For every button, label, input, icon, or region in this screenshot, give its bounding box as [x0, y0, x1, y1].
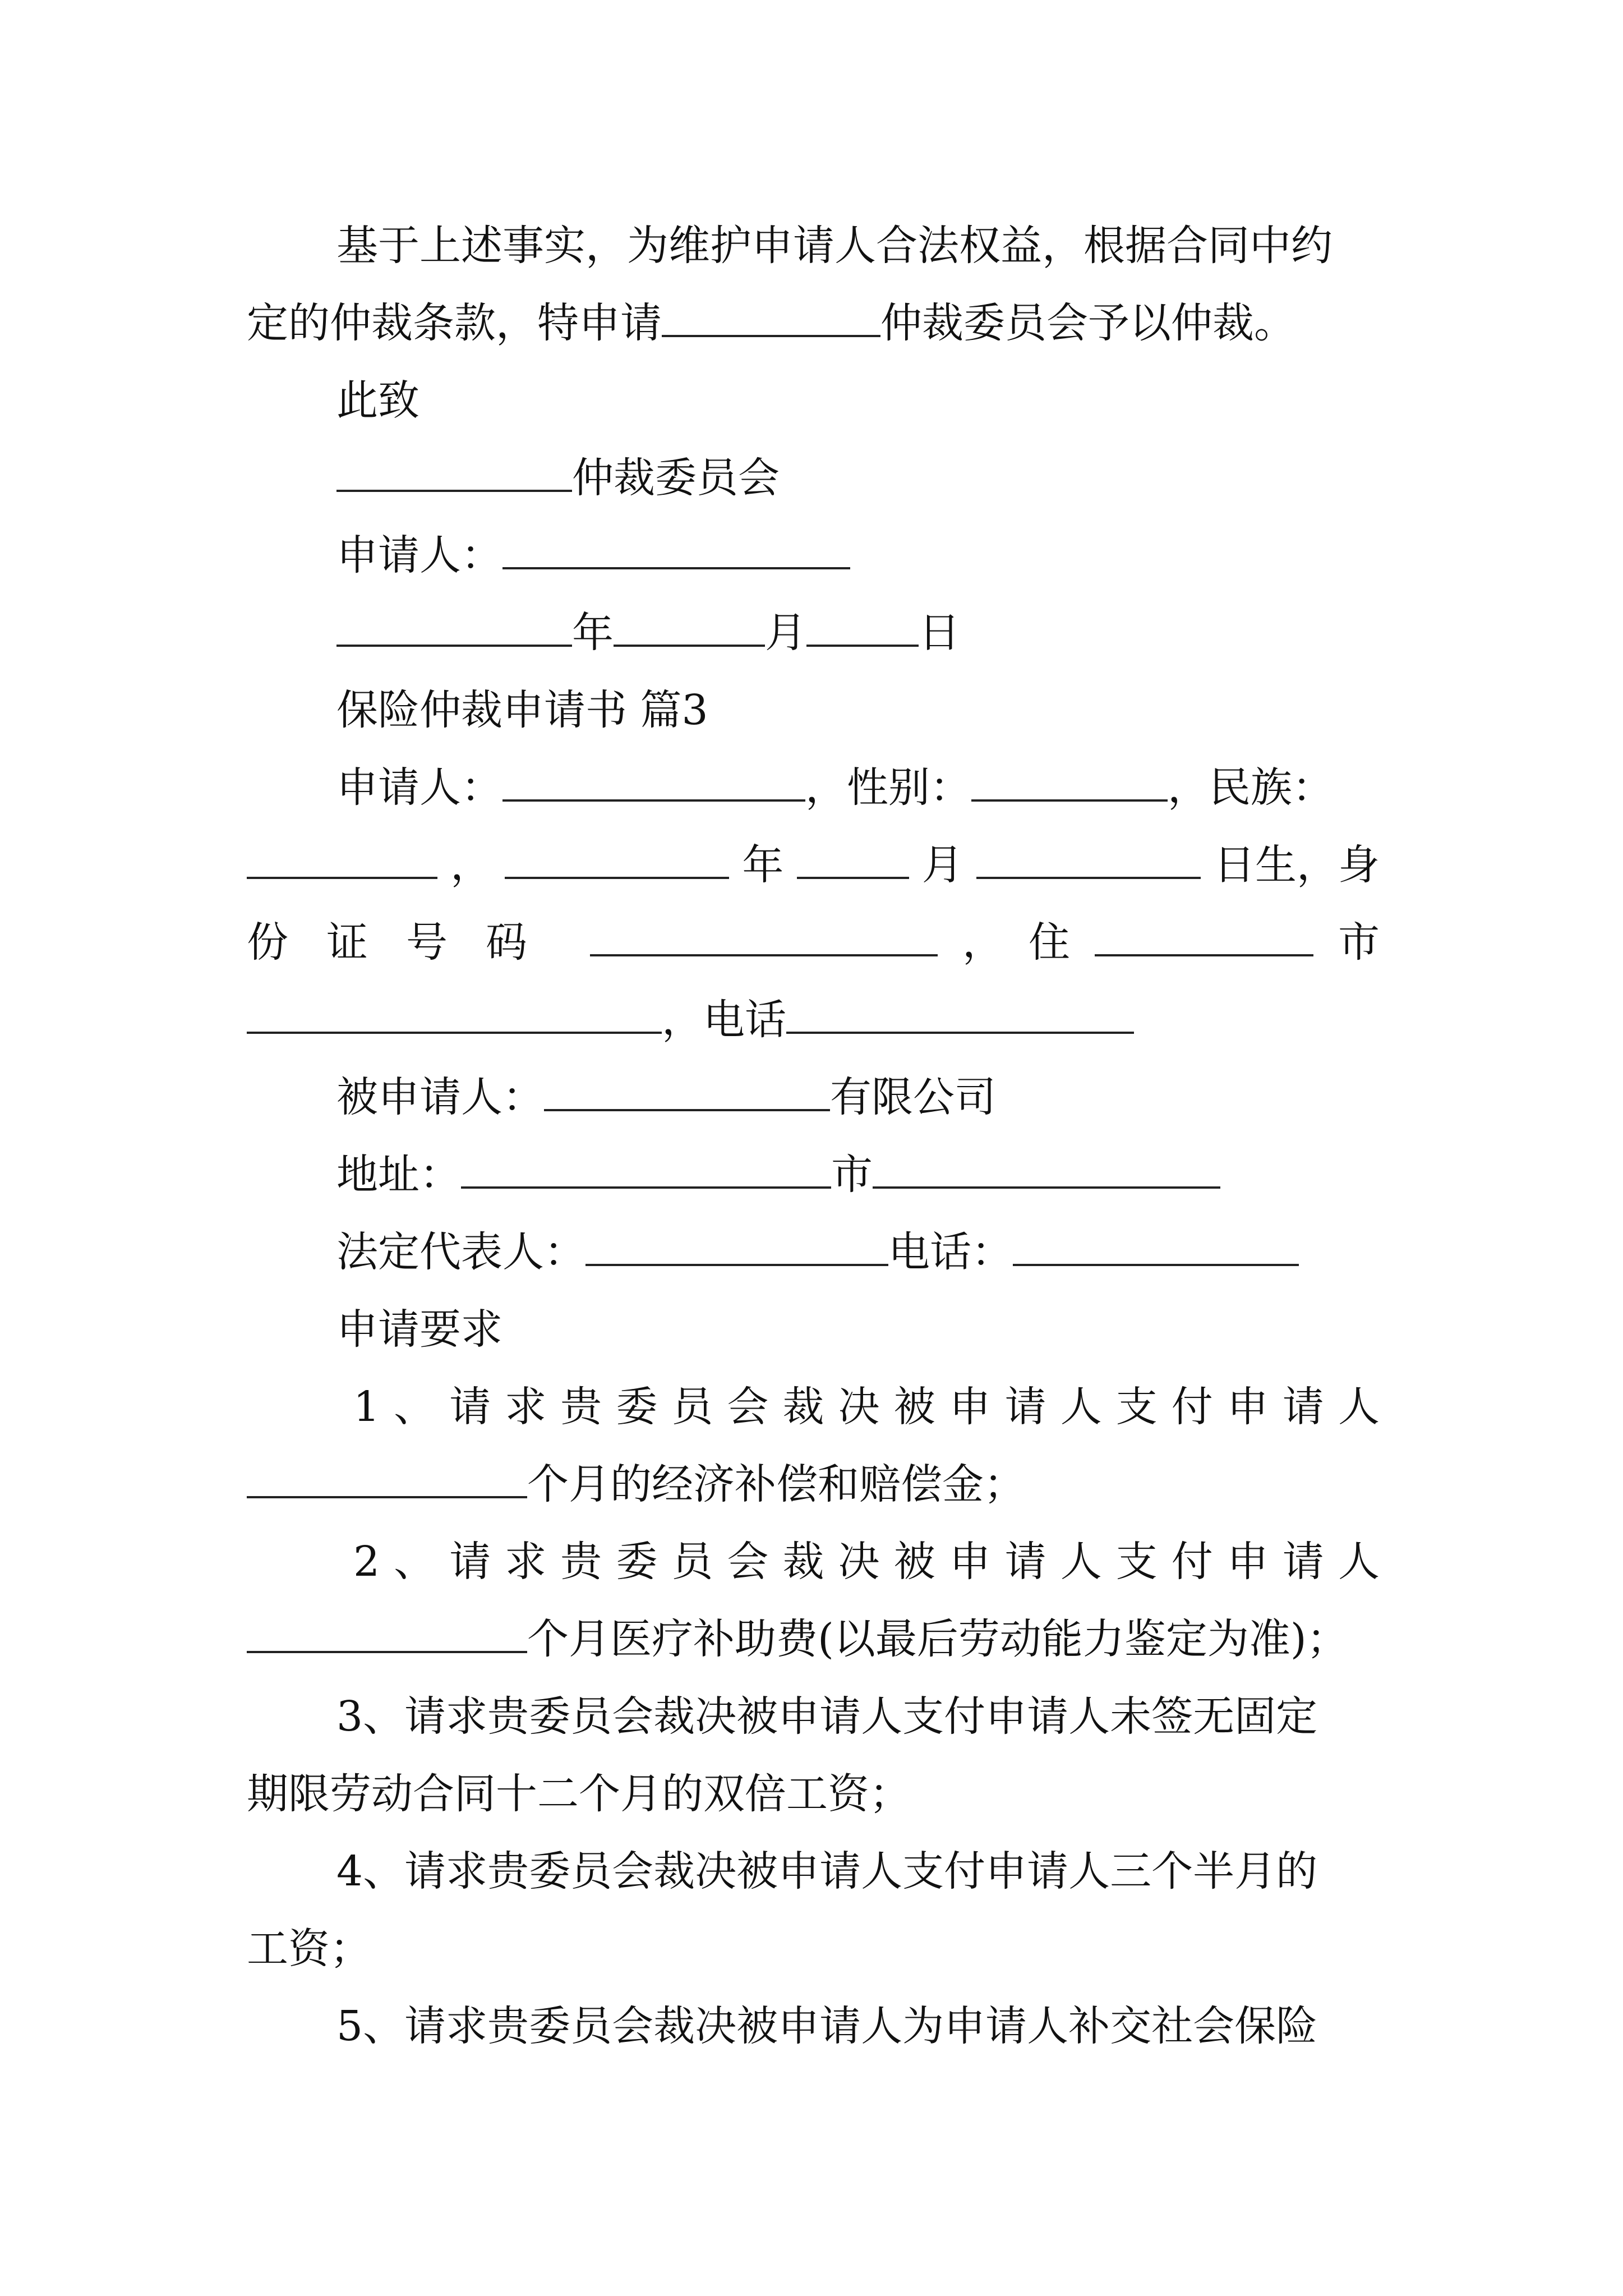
justified-char: 人 — [1060, 1538, 1102, 1586]
birth-month-label: 月 — [921, 841, 963, 889]
justified-char: 人 — [1060, 1383, 1102, 1431]
address-label: 地址： — [336, 1151, 461, 1199]
city-blank[interactable] — [1095, 921, 1313, 956]
applicant-line — [336, 761, 1334, 815]
request-1-line-1 — [353, 1380, 1380, 1434]
justified-char: 申 — [949, 1383, 991, 1431]
respondent-blank[interactable] — [544, 1075, 830, 1111]
justified-char: 裁 — [782, 1383, 824, 1431]
justified-char: 付 — [1171, 1538, 1213, 1586]
recipient-suffix: 仲裁委员会 — [572, 454, 780, 502]
live-label: 住 — [1029, 918, 1070, 967]
ethnicity-blank[interactable] — [247, 843, 437, 879]
signature-applicant-label: 申请人： — [336, 531, 502, 579]
day-label: 日 — [919, 609, 960, 657]
legal-rep-phone-blank[interactable] — [1013, 1230, 1299, 1266]
birth-month-blank[interactable] — [797, 843, 909, 879]
justified-char: 支 — [1115, 1538, 1158, 1586]
request-2-line-1 — [353, 1535, 1380, 1589]
paragraph-1-line-1: 基于上述事实，为维护申请人合法权益，根据合同中约 — [336, 222, 1332, 270]
justified-char: 付 — [1171, 1383, 1213, 1431]
justified-char: 请 — [449, 1383, 491, 1431]
birth-year-label: 年 — [742, 841, 784, 889]
address-city: 市 — [831, 1151, 873, 1199]
birth-line — [247, 838, 1380, 892]
justified-char: 决 — [838, 1383, 880, 1431]
legal-rep-label: 法定代表人： — [336, 1228, 585, 1276]
applicant-name-blank[interactable] — [502, 766, 805, 802]
justified-char: 请 — [1282, 1538, 1324, 1586]
justified-char: 会 — [727, 1538, 769, 1586]
signature-applicant-line — [336, 528, 850, 582]
phone-label: ，电话 — [662, 996, 786, 1044]
respondent-suffix: 有限公司 — [830, 1073, 996, 1121]
justified-char: 请 — [1004, 1538, 1046, 1586]
request-3-line-2: 期限劳动合同十二个月的双倍工资； — [247, 1770, 911, 1818]
justified-char: 请 — [449, 1538, 491, 1586]
respondent-line — [336, 1070, 996, 1124]
id-label: 份证号码 — [247, 918, 565, 967]
request-2-text: 个月医疗补助费(以最后劳动能力鉴定为准)； — [527, 1615, 1348, 1663]
id-comma: ， — [962, 918, 1004, 967]
request-1-text: 个月的经济补偿和赔偿金； — [527, 1460, 1025, 1508]
justified-char: 被 — [893, 1383, 935, 1431]
request-2-blank[interactable] — [247, 1617, 527, 1653]
day-blank[interactable] — [806, 611, 919, 647]
justified-char: 、 — [394, 1383, 436, 1431]
request-4-line-1: 4、请求贵委员会裁决被申请人支付申请人三个半月的 — [336, 1847, 1318, 1895]
month-blank[interactable] — [614, 611, 765, 647]
salutation: 此致 — [336, 376, 419, 425]
address-line — [336, 1148, 1220, 1202]
birth-day-blank[interactable] — [976, 843, 1201, 879]
applicant-label: 申请人： — [336, 763, 502, 812]
arbitration-committee-blank[interactable] — [662, 301, 880, 337]
paragraph-1-line-2 — [247, 296, 1295, 350]
phone-line — [247, 993, 1134, 1047]
justified-char: 裁 — [782, 1538, 824, 1586]
justified-char: 1 — [353, 1383, 380, 1431]
birth-comma: ， — [450, 841, 492, 889]
phone-blank[interactable] — [786, 998, 1134, 1034]
paragraph-1-line-2-end: 仲裁委员会予以仲裁。 — [880, 299, 1295, 347]
justified-char: 会 — [727, 1383, 769, 1431]
justified-char: 贵 — [560, 1383, 602, 1431]
justified-char: 求 — [505, 1383, 547, 1431]
justified-char: 人 — [1338, 1383, 1380, 1431]
id-number-blank[interactable] — [590, 921, 938, 956]
request-4-line-2: 工资； — [247, 1925, 371, 1973]
signature-applicant-blank[interactable] — [502, 533, 850, 569]
gender-blank[interactable] — [971, 766, 1168, 802]
year-label: 年 — [572, 609, 614, 657]
ethnicity-label: ，民族： — [1168, 763, 1334, 812]
justified-char: 支 — [1115, 1383, 1158, 1431]
justified-char: 2 — [353, 1538, 380, 1586]
city-label: 市 — [1338, 918, 1380, 967]
justified-char: 请 — [1282, 1383, 1324, 1431]
legal-rep-line — [336, 1225, 1299, 1279]
birth-year-blank[interactable] — [505, 843, 729, 879]
justified-char: 请 — [1004, 1383, 1046, 1431]
justified-char: 、 — [394, 1538, 436, 1586]
request-5-line-1: 5、请求贵委员会裁决被申请人为申请人补交社会保险 — [336, 2002, 1318, 2050]
justified-char: 人 — [1338, 1538, 1380, 1586]
justified-char: 被 — [893, 1538, 935, 1586]
justified-char: 员 — [671, 1538, 713, 1586]
paragraph-1-line-2-start: 定的仲裁条款，特申请 — [247, 299, 662, 347]
section-title: 保险仲裁申请书 篇3 — [336, 686, 708, 734]
justified-char: 委 — [616, 1538, 658, 1586]
address-blank-1[interactable] — [461, 1153, 831, 1189]
request-3-line-1: 3、请求贵委员会裁决被申请人支付申请人未签无固定 — [336, 1692, 1318, 1741]
date-line — [336, 606, 960, 660]
address-blank[interactable] — [247, 998, 662, 1034]
recipient-line — [336, 451, 780, 505]
respondent-label: 被申请人： — [336, 1073, 544, 1121]
gender-label: ，性别： — [805, 763, 971, 812]
request-1-blank[interactable] — [247, 1462, 527, 1498]
request-2-line-2 — [247, 1612, 1348, 1666]
legal-rep-blank[interactable] — [585, 1230, 888, 1266]
justified-char: 贵 — [560, 1538, 602, 1586]
justified-char: 申 — [949, 1538, 991, 1586]
birth-day-suffix: 日生，身 — [1213, 841, 1380, 889]
id-line — [247, 915, 1380, 969]
justified-char: 申 — [1227, 1383, 1269, 1431]
recipient-blank[interactable] — [336, 456, 572, 492]
justified-char: 员 — [671, 1383, 713, 1431]
legal-rep-phone-label: 电话： — [888, 1228, 1013, 1276]
justified-char: 申 — [1227, 1538, 1269, 1586]
justified-char: 求 — [505, 1538, 547, 1586]
justified-char: 委 — [616, 1383, 658, 1431]
address-blank-2[interactable] — [873, 1153, 1220, 1189]
request-1-line-2 — [247, 1457, 1025, 1511]
justified-char: 决 — [838, 1538, 880, 1586]
requests-title: 申请要求 — [336, 1305, 502, 1354]
year-blank[interactable] — [336, 611, 572, 647]
month-label: 月 — [765, 609, 806, 657]
